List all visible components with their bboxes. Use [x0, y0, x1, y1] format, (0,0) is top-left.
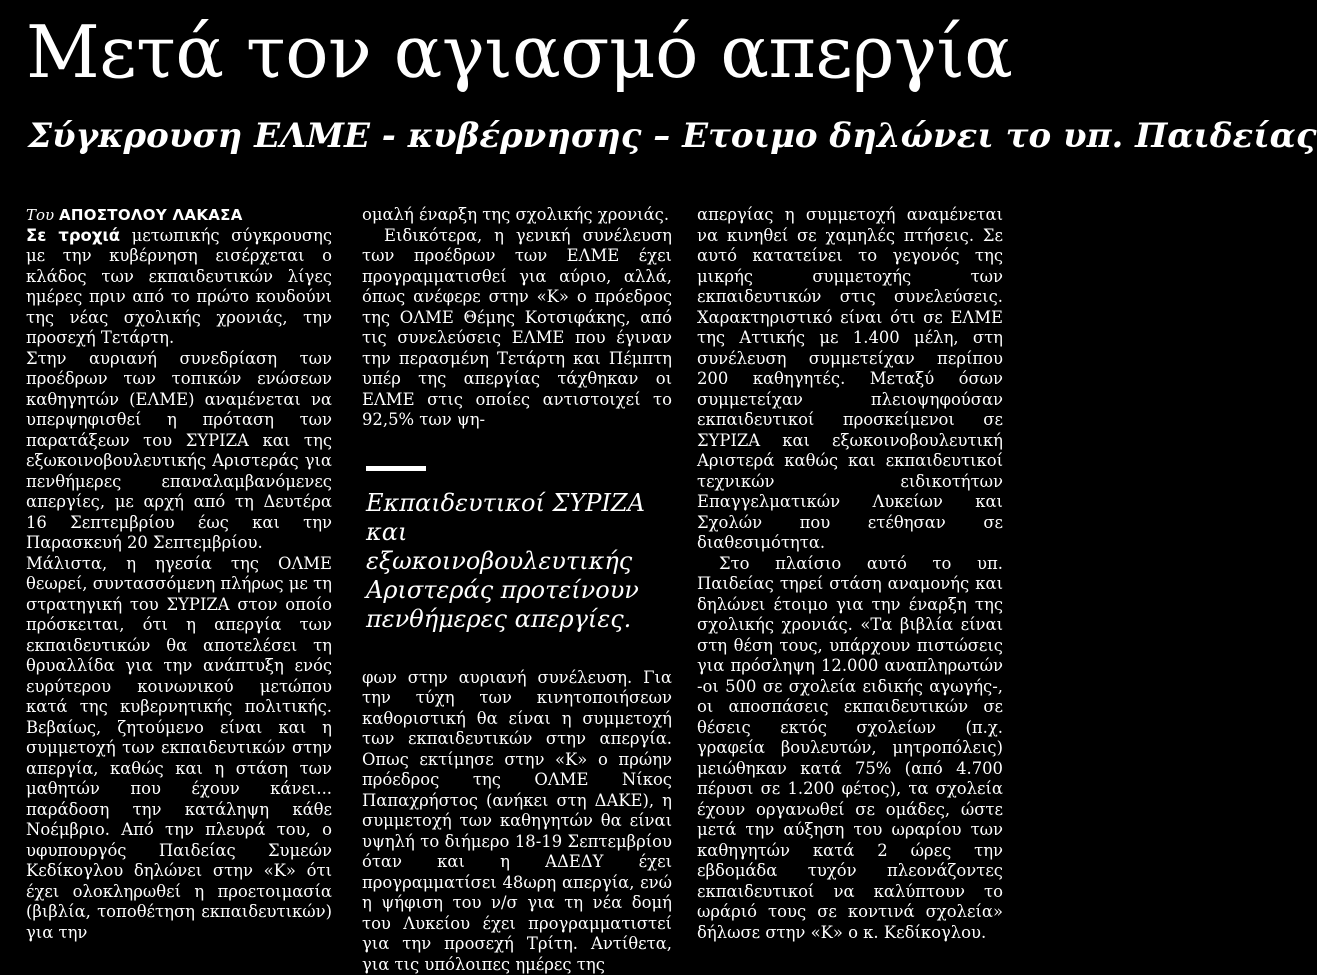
paragraph: Στην αυριανή συνεδρίαση των προέδρων των τοπικών ενώσεων καθηγητών (ΕΛΜΕ) αναμένεται να υπερψηφισθεί η πρόταση των παρατάξεων του ΣΥΡΙΖΑ και της εξωκοινοβουλευτικής Αριστεράς για πενθήμερες επαναλαμβανόμενες απεργίες, με αρχή από τη Δευτέρα 16 Σεπτεμβρίου έως και την Παρασκευή 20 Σεπτεμβρίου.	[26, 349, 332, 554]
paragraph: φων στην αυριανή συνέλευση. Για την τύχη των κινητοποιήσεων καθοριστική θα είναι η συμμετοχή των εκπαιδευτικών στην απεργία. Οπως εκτίμησε στην «Κ» ο πρώην πρόεδρος της ΟΛΜΕ Νίκος Παπαχρήστος (ανήκει στη ΔΑΚΕ), η συμμετοχή των καθηγητών θα είναι υψηλή το διήμερο 18-19 Σεπτεμβρίου όταν και η ΑΔΕΔΥ έχει προγραμματίσει 48ωρη απεργία, ενώ η ψήφιση του ν/σ για τη νέα δομή του Λυκείου έχει προγραμματιστεί για την προσεχή Τρίτη. Αντίθετα, για τις υπόλοιπες ημέρες της	[362, 668, 672, 975]
lead-in: Σε τροχιά	[26, 226, 120, 245]
pullquote-rule	[366, 466, 426, 471]
subheadline: Σύγκρουση ΕΛΜΕ - κυβέρνησης – Ετοιμο δηλώνει το υπ. Παιδείας	[28, 114, 1317, 158]
article-column-2	[362, 205, 672, 975]
lead-text: μετωπικής σύγκρουσης με την κυβέρνηση εισέρχεται ο κλάδος των εκπαιδευτικών λίγες ημέρες πριν από το πρώτο κουδούνι της νέας σχολικής χρονιάς, την προσεχή Τετάρτη.	[26, 226, 332, 348]
byline-prefix: Του	[26, 206, 54, 224]
article-column-3	[697, 205, 1003, 943]
byline-author: ΑΠΟΣΤΟΛΟΥ ΛΑΚΑΣΑ	[59, 206, 243, 224]
paragraph: Στο πλαίσιο αυτό το υπ. Παιδείας τηρεί στάση αναμονής και δηλώνει έτοιμο για την έναρξη της σχολικής χρονιάς. «Τα βιβλία είναι στη θέση τους, υπάρχουν πιστώσεις για πρόσληψη 12.000 αναπληρωτών -οι 500 σε σχολεία ειδικής αγωγής-, οι αποσπάσεις εκπαιδευτικών σε θέσεις εκτός σχολείων (π.χ. γραφεία βουλευτών, μητροπόλεις) μειώθηκαν κατά 75% (από 4.700 πέρυσι σε 1.200 φέτος), τα σχολεία έχουν οργανωθεί σε ομάδες, ώστε μετά την αύξηση του ωραρίου των καθηγητών κατά 2 ώρες την εβδομάδα τυχόν πλεονάζοντες εκπαιδευτικοί να καλύπτουν το ωράριό τους σε κοντινά σχολεία» δήλωσε στην «Κ» ο κ. Κεδίκογλου.	[697, 554, 1003, 944]
paragraph: Μάλιστα, η ηγεσία της ΟΛΜΕ θεωρεί, συντασσόμενη πλήρως με τη στρατηγική του ΣΥΡΙΖΑ στον οποίο πρόσκειται, ότι η απεργία των εκπαιδευτικών θα αποτελέσει τη θρυαλλίδα για την ανάπτυξη ενός ευρύτερου κοινωνικού μετώπου κατά της κυβερνητικής πολιτικής. Βεβαίως, ζητούμενο είναι και η συμμετοχή των εκπαιδευτικών στην απεργία, καθώς και η στάση των μαθητών που έχουν κάνει... παράδοση την κατάληψη κάθε Νοέμβριο. Από την πλευρά του, ο υφυπουργός Παιδείας Συμεών Κεδίκογλου δηλώνει στην «Κ» ότι έχει ολοκληρωθεί η προετοιμασία (βιβλία, τοποθέτηση εκπαιδευτικών) για την	[26, 554, 332, 944]
paragraph: απεργίας η συμμετοχή αναμένεται να κινηθεί σε χαμηλές πτήσεις. Σε αυτό κατατείνει το γεγονός της μικρής συμμετοχής των εκπαιδευτικών στις συνελεύσεις. Χαρακτηριστικό είναι ότι σε ΕΛΜΕ της Αττικής με 1.400 μέλη, στη συνέλευση συμμετείχαν περίπου 200 καθηγητές. Μεταξύ όσων συμμετείχαν πλειοψηφούσαν εκπαιδευτικοί προσκείμενοι σε ΣΥΡΙΖΑ και εξωκοινοβουλευτική Αριστερά καθώς και εκπαιδευτικοί τεχνικών ειδικοτήτων Επαγγελματικών Λυκείων και Σχολών που ετέθησαν σε διαθεσιμότητα.	[697, 205, 1003, 554]
lead-paragraph	[26, 226, 332, 349]
paragraph: ομαλή έναρξη της σχολικής χρονιάς.	[362, 205, 672, 226]
headline: Μετά τον αγιασμό απεργία	[26, 12, 1012, 92]
paragraph: Ειδικότερα, η γενική συνέλευση των προέδρων των ΕΛΜΕ έχει προγραμματισθεί για αύριο, αλλά, όπως ανέφερε στην «Κ» ο πρόεδρος της ΟΛΜΕ Θέμης Κοτσιφάκης, από τις συνελεύσεις ΕΛΜΕ που έγιναν την περασμένη Τετάρτη και Πέμπτη υπέρ της απεργίας τάχθηκαν οι ΕΛΜΕ στις οποίες αντιστοιχεί το 92,5% των ψη-	[362, 226, 672, 431]
pullquote: Εκπαιδευτικοί ΣΥΡΙΖΑ και εξωκοινοβουλευτικής Αριστεράς προτείνουν πενθήμερες απεργίες.	[362, 489, 672, 634]
byline	[26, 205, 332, 226]
article-column-1	[26, 205, 332, 943]
